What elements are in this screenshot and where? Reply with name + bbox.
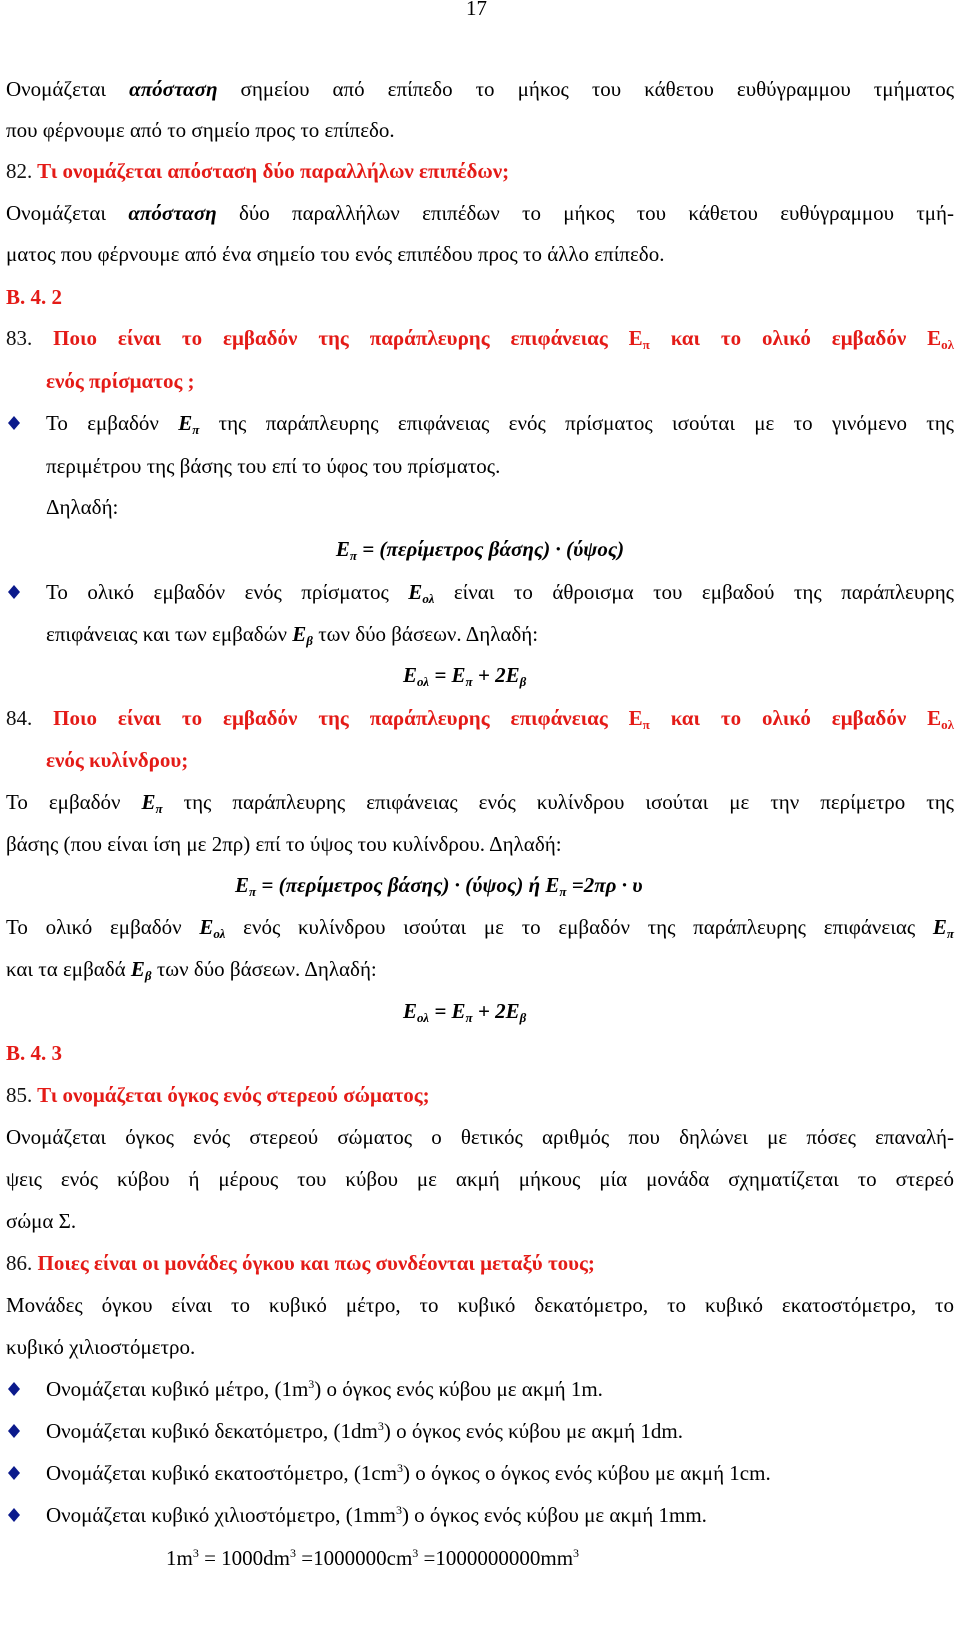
bullet-unit: Ονομάζεται κυβικό δεκατόμετρο, $(1dm^3)$ ο όγκος ενός κύβου με ακμή 1dm. [46, 1419, 683, 1443]
paragraph-line: Το εμβαδόν $E_\pi$ της παράπλευρης επιφάνειας ενός κυλίνδρου ισούται με την περίμετρο της [6, 790, 954, 816]
diamond-bullet-icon [6, 1423, 22, 1439]
paragraph-line: που φέρνουμε από το σημείο προς το επίπεδο. [6, 118, 395, 142]
question-83: 83. Ποιο είναι το εμβαδόν της παράπλευρης επιφάνειας $E_\pi$ και το ολικό εμβαδόν $E_{o\lambda}$ [6, 326, 954, 352]
section-ref-b42: Β. 4. 2 [6, 285, 63, 309]
paragraph-line: Το ολικό εμβαδόν $E_{o\lambda}$ ενός κυλίνδρου ισούται με το εμβαδόν της παράπλευρης επιφάνειας $E_\pi$ [6, 915, 955, 941]
diamond-bullet-icon [6, 1381, 22, 1397]
paragraph-line: Ονομάζεται απόσταση σημείου από επίπεδο το μήκος του κάθετου ευθύγραμμου τμήματος [6, 77, 955, 101]
section-ref-b43: Β. 4. 3 [6, 1041, 63, 1065]
formula-lateral-area-cylinder: $E_\pi = (\pi\varepsilon\rho ί\mu\varepsilon\tau\rho o\varsigma$ βάσης) · (ύψος) ή $E_\pi =2\pi\rho \cdot \upsilon$ [235, 873, 643, 899]
formula-total-area-cylinder: $E_{o\lambda} = E_\pi + 2E_\beta$ [403, 999, 527, 1025]
paragraph-line: Ονομάζεται όγκος ενός στερεού σώματος ο θετικός αριθμός που δηλώνει με πόσες επαναλή- [6, 1125, 954, 1149]
dilady-label: Δηλαδή: [46, 495, 119, 519]
diamond-bullet-icon [6, 1465, 22, 1481]
diamond-bullet-icon [6, 584, 22, 600]
bullet-unit: Ονομάζεται κυβικό χιλιοστόμετρο, $(1mm^3)$ ο όγκος ενός κύβου με ακμή 1mm. [46, 1503, 707, 1527]
paragraph-line: βάσης (που είναι ίση με 2πρ) επί το ύψος του κυλίνδρου. Δηλαδή: [6, 832, 562, 856]
diamond-bullet-icon [6, 415, 22, 431]
bullet-unit: Ονομάζεται κυβικό εκατοστόμετρο, $(1cm^3)$ ο όγκος ο όγκος ενός κύβου με ακμή 1cm. [46, 1461, 771, 1485]
formula-lateral-area-prism: $E_\pi = (\pi\varepsilon\rho ί\mu\varepsilon\tau\rho o\varsigma$ βάσης) · (ύψος) [335, 537, 625, 563]
bullet-text-cont: περιμέτρου της βάσης του επί το ύφος του πρίσματος. [46, 454, 501, 478]
question-86: 86. Ποιες είναι οι μονάδες όγκου και πως συνδέονται μεταξύ τους; [6, 1251, 595, 1275]
question-83-cont: ενός πρίσματος ; [46, 369, 195, 393]
question-82: 82. Τι ονομάζεται απόσταση δύο παραλλήλων επιπέδων; [6, 159, 510, 183]
paragraph-line: σώμα Σ. [6, 1209, 77, 1233]
bullet-unit: Ονομάζεται κυβικό μέτρο, $(1m^3)$ ο όγκος ενός κύβου με ακμή 1m. [46, 1377, 603, 1401]
diamond-bullet-icon [6, 1507, 22, 1523]
paragraph-line: ψεις ενός κύβου ή μέρους του κύβου με ακμή μήκους μία μονάδα σχηματίζεται το στερεό [6, 1167, 954, 1191]
bullet-text: Το ολικό εμβαδόν ενός πρίσματος $E_{o\lambda}$ είναι το άθροισμα του εμβαδού της παράπλευρης [46, 580, 954, 606]
question-84: 84. Ποιο είναι το εμβαδόν της παράπλευρης επιφάνειας $E_\pi$ και το ολικό εμβαδόν $E_{o\lambda}$ [6, 706, 954, 732]
term-distance: απόσταση [129, 77, 218, 101]
question-85: 85. Τι ονομάζεται όγκος ενός στερεού σώματος; [6, 1083, 430, 1107]
formula-total-area-prism: $E_{o\lambda} = E_\pi + 2E_\beta$ [403, 663, 527, 689]
unit-conversion-equation: $1m^3 = 1000dm^3 =1000000cm^3 =1000000000mm^3$ [166, 1546, 580, 1570]
paragraph-line: και τα εμβαδά $E_\beta$ των δύο βάσεων. Δηλαδή: [6, 957, 377, 983]
bullet-text-cont: επιφάνειας και των εμβαδών $E_\beta$ των δύο βάσεων. Δηλαδή: [46, 622, 539, 648]
paragraph-line: κυβικό χιλιοστόμετρο. [6, 1335, 196, 1359]
paragraph-line: Ονομάζεται απόσταση δύο παραλλήλων επιπέδων το μήκος του κάθετου ευθύγραμμου τμή- [6, 201, 954, 225]
paragraph-line: ματος που φέρνουμε από ένα σημείο του ενός επιπέδου προς το άλλο επίπεδο. [6, 242, 665, 266]
paragraph-line: Μονάδες όγκου είναι το κυβικό μέτρο, το κυβικό δεκατόμετρο, το κυβικό εκατοστόμετρο, το [6, 1293, 954, 1317]
page-number: 17 [466, 0, 487, 20]
question-84-cont: ενός κυλίνδρου; [46, 748, 189, 772]
bullet-text: Το εμβαδόν $E_\pi$ της παράπλευρης επιφάνειας ενός πρίσματος ισούται με το γινόμενο της [46, 411, 954, 437]
